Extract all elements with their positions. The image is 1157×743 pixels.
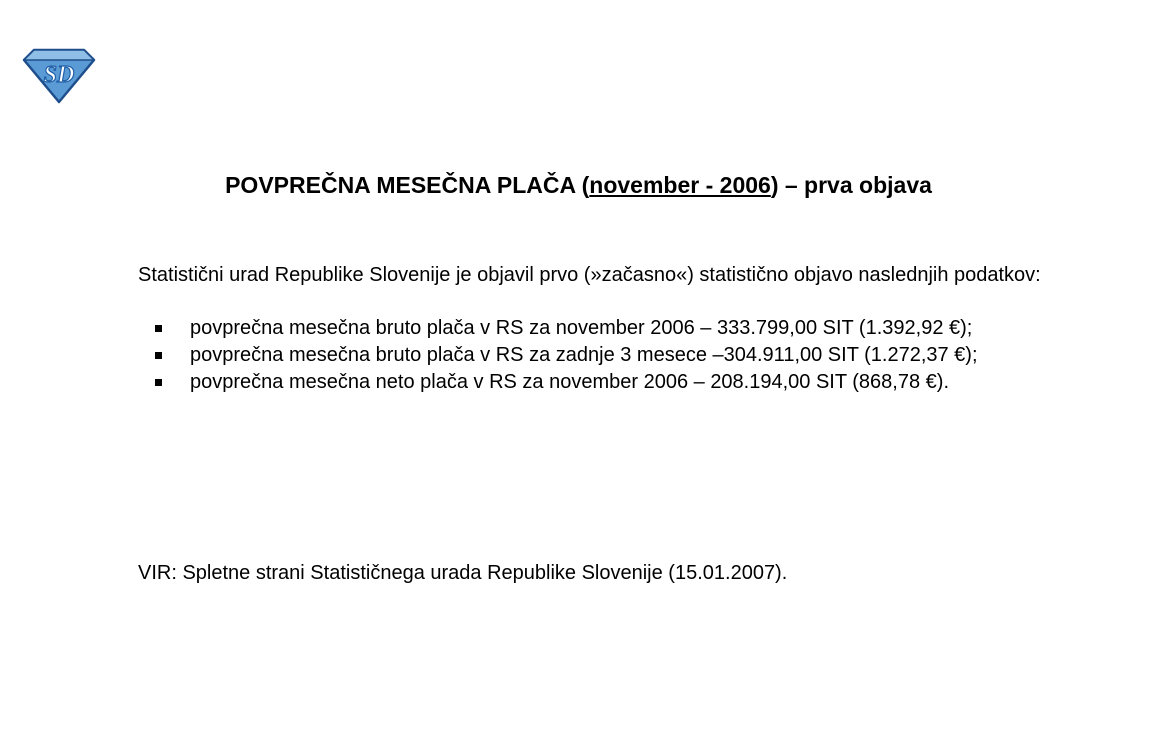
title-period: november - 2006 <box>589 172 771 198</box>
square-bullet-icon <box>155 379 162 386</box>
list-item-text: povprečna mesečna bruto plača v RS za zadnje 3 mesece –304.911,00 SIT (1.272,37 €); <box>190 344 978 366</box>
svg-text:SD: SD <box>43 62 75 88</box>
list-item <box>138 315 1047 342</box>
document-body <box>138 262 1047 396</box>
square-bullet-icon <box>155 352 162 359</box>
list-item-text: povprečna mesečna neto plača v RS za november 2006 – 208.194,00 SIT (868,78 €). <box>190 371 950 393</box>
list-item <box>138 369 1047 396</box>
page-title <box>0 170 1157 200</box>
list-item-text: povprečna mesečna bruto plača v RS za november 2006 – 333.799,00 SIT (1.392,92 €); <box>190 317 973 339</box>
title-prefix: POVPREČNA MESEČNA PLAČA ( <box>225 172 590 198</box>
title-suffix: ) – prva objava <box>770 172 932 198</box>
square-bullet-icon <box>155 325 162 332</box>
list-item <box>138 342 1047 369</box>
salary-list <box>138 315 1047 396</box>
source-note: VIR: Spletne strani Statističnega urada Republike Slovenije (15.01.2007). <box>138 562 788 584</box>
intro-paragraph: Statistični urad Republike Slovenije je objavil prvo (»začasno«) statistično objavo naslednjih podatkov: <box>138 264 1041 286</box>
sd-shield-logo <box>22 48 96 104</box>
